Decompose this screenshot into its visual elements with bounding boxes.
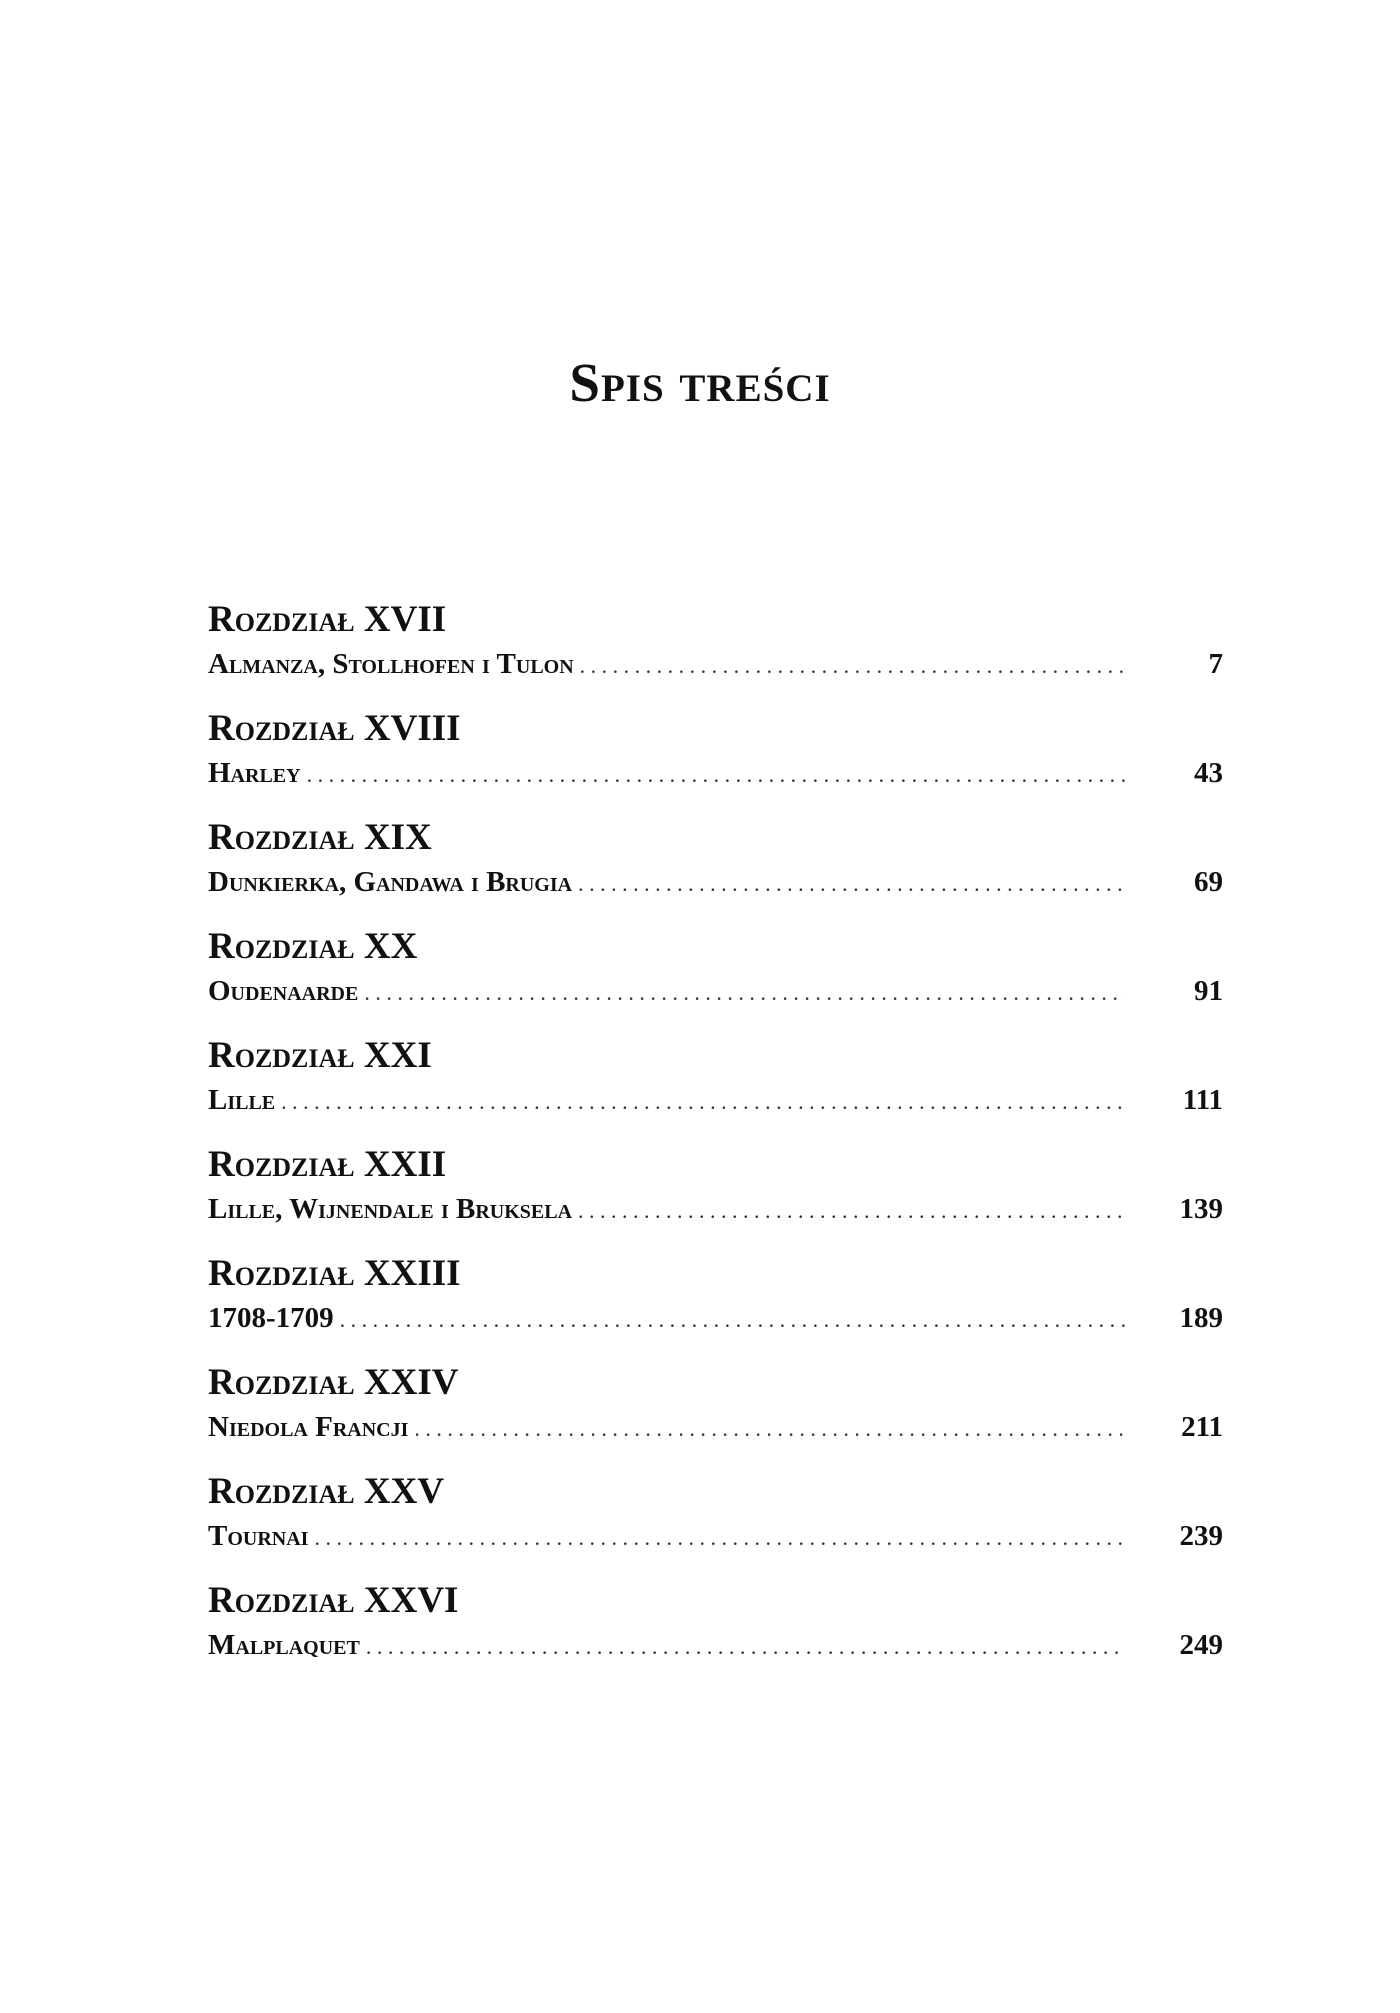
toc-line[interactable] [208, 1407, 1223, 1447]
page-number: 7 [1208, 648, 1223, 680]
page-number: 211 [1181, 1411, 1223, 1443]
dot-leader [580, 646, 1125, 686]
chapter-label: Rozdział XXIII [208, 1253, 461, 1294]
chapter-title: Lille [208, 1084, 276, 1116]
page-number: 43 [1194, 757, 1223, 789]
toc-line[interactable] [208, 644, 1223, 684]
chapter-label: Rozdział XIX [208, 817, 432, 858]
chapter-label: Rozdział XVII [208, 599, 447, 640]
chapter-label: Rozdział XXV [208, 1471, 445, 1512]
table-of-contents [208, 596, 1223, 1686]
toc-line[interactable] [208, 1298, 1223, 1338]
toc-entry [208, 705, 1223, 814]
page-number: 111 [1182, 1084, 1223, 1116]
toc-line[interactable] [208, 971, 1223, 1011]
page-number: 139 [1179, 1193, 1223, 1225]
chapter-label: Rozdział XXI [208, 1035, 432, 1076]
dot-leader [578, 1191, 1125, 1231]
chapter-title: Malplaquet [208, 1629, 360, 1661]
chapter-title: 1708-1709 [208, 1302, 334, 1334]
chapter-label: Rozdział XXIV [208, 1362, 459, 1403]
toc-entry [208, 1032, 1223, 1141]
dot-leader [578, 864, 1125, 904]
chapter-label: Rozdział XXII [208, 1144, 447, 1185]
chapter-title: Dunkierka, Gandawa i Brugia [208, 866, 573, 898]
page-number: 91 [1194, 975, 1223, 1007]
dot-leader [340, 1300, 1125, 1340]
chapter-title: Harley [208, 757, 301, 789]
toc-line[interactable] [208, 1189, 1223, 1229]
chapter-title: Oudenaarde [208, 975, 359, 1007]
chapter-label: Rozdział XXVI [208, 1580, 459, 1621]
toc-entry [208, 1468, 1223, 1577]
toc-line[interactable] [208, 1080, 1223, 1120]
dot-leader [366, 1627, 1125, 1667]
toc-entry [208, 1359, 1223, 1468]
toc-entry [208, 923, 1223, 1032]
toc-entry [208, 814, 1223, 923]
toc-line[interactable] [208, 1516, 1223, 1556]
chapter-title: Niedola Francji [208, 1411, 409, 1443]
page-title: Spis treści [569, 351, 831, 413]
chapter-title: Lille, Wijnendale i Bruksela [208, 1193, 573, 1225]
page-number: 239 [1179, 1520, 1223, 1552]
chapter-title: Tournai [208, 1520, 309, 1552]
chapter-label: Rozdział XX [208, 926, 418, 967]
toc-entry [208, 1577, 1223, 1686]
page-number: 69 [1194, 866, 1223, 898]
chapter-title: Almanza, Stollhofen i Tulon [208, 648, 574, 680]
page-number: 249 [1179, 1629, 1223, 1661]
toc-entry [208, 1250, 1223, 1359]
toc-line[interactable] [208, 753, 1223, 793]
page-number: 189 [1179, 1302, 1223, 1334]
dot-leader [307, 755, 1125, 795]
dot-leader [414, 1409, 1125, 1449]
dot-leader [281, 1082, 1125, 1122]
dot-leader [364, 973, 1125, 1013]
dot-leader [314, 1518, 1125, 1558]
toc-line[interactable] [208, 1625, 1223, 1665]
toc-line[interactable] [208, 862, 1223, 902]
chapter-label: Rozdział XVIII [208, 708, 461, 749]
toc-entry [208, 1141, 1223, 1250]
toc-entry [208, 596, 1223, 705]
